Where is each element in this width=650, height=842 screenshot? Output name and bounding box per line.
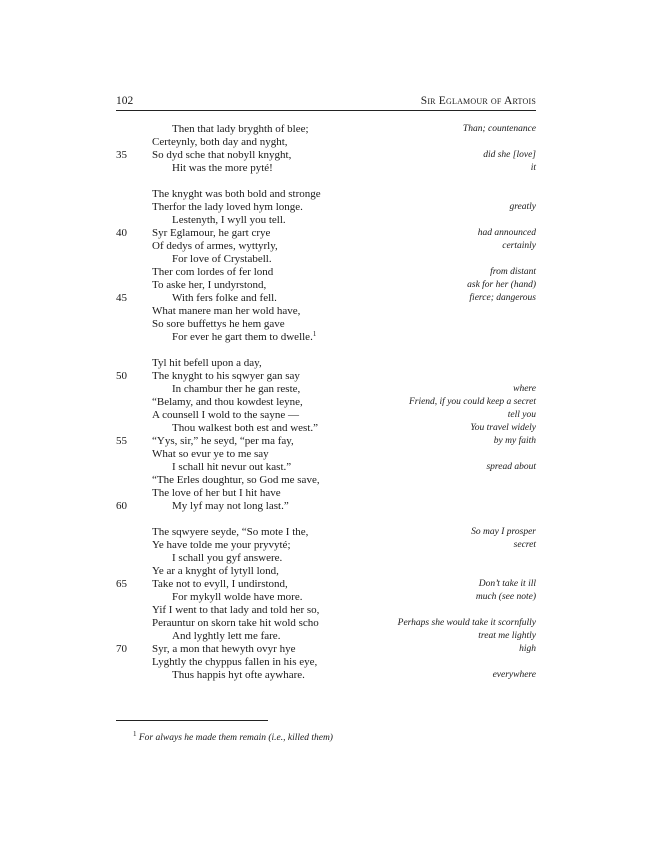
footnote-text: For always he made them remain (i.e., killed them) bbox=[138, 733, 333, 743]
gloss: Don’t take it ill bbox=[478, 579, 536, 589]
verse-line bbox=[116, 617, 536, 630]
gloss: had announced bbox=[477, 228, 536, 238]
verse-text bbox=[172, 123, 309, 136]
verse-text bbox=[152, 149, 291, 162]
verse-line bbox=[116, 305, 536, 318]
verse-text-content: I schall you gyf answere. bbox=[172, 552, 283, 564]
verse-line bbox=[116, 201, 536, 214]
verse-text-content: For mykyll wolde have more. bbox=[172, 591, 303, 603]
verse-text bbox=[152, 279, 266, 292]
verse-text bbox=[152, 448, 269, 461]
verse-line bbox=[116, 279, 536, 292]
gloss: treat me lightly bbox=[478, 631, 536, 641]
verse-line bbox=[116, 448, 536, 461]
verse-line bbox=[116, 123, 536, 136]
gloss: Perhaps she would take it scornfully bbox=[397, 618, 536, 628]
verse-text-content: What manere man her wold have, bbox=[152, 305, 301, 317]
verse-line bbox=[116, 136, 536, 149]
verse-text-content: Syr, a mon that hewyth ovyr hye bbox=[152, 643, 296, 655]
line-number: 50 bbox=[116, 370, 127, 382]
verse-text bbox=[152, 136, 288, 149]
verse-text-content: In chambur ther he gan reste, bbox=[172, 383, 301, 395]
verse-text-content: Certeynly, both day and nyght, bbox=[152, 136, 288, 148]
verse-line bbox=[116, 474, 536, 487]
verse-text bbox=[172, 552, 282, 565]
page-number: 102 bbox=[116, 95, 134, 107]
verse-text-content: Ye ar a knyght of lytyll lond, bbox=[152, 565, 279, 577]
verse-text-content: Ye have tolde me your pryvyté; bbox=[152, 539, 291, 551]
verse-text bbox=[152, 357, 262, 370]
verse-line bbox=[116, 604, 536, 617]
verse-text-content: Of dedys of armes, wyttyrly, bbox=[152, 240, 278, 252]
verse-text-content: The sqwyere seyde, “So mote I the, bbox=[152, 526, 309, 538]
verse-line bbox=[116, 292, 536, 305]
running-title: Sir Eglamour of Artois bbox=[420, 95, 536, 107]
gloss: where bbox=[513, 384, 536, 394]
verse-text-content: With fers folke and fell. bbox=[172, 292, 277, 304]
verse-text bbox=[172, 461, 291, 474]
verse-text-content: I schall hit nevur out kast.” bbox=[172, 461, 292, 473]
verse-line bbox=[116, 552, 536, 565]
verse-text bbox=[152, 188, 321, 201]
verse-text bbox=[172, 383, 300, 396]
verse-text bbox=[152, 227, 270, 240]
verse-line bbox=[116, 357, 536, 370]
gloss: everywhere bbox=[492, 670, 536, 680]
verse-text-content: Tyl hit befell upon a day, bbox=[152, 357, 262, 369]
gloss: So may I prosper bbox=[471, 527, 536, 537]
verse-line bbox=[116, 500, 536, 513]
verse-line bbox=[116, 162, 536, 175]
verse-line bbox=[116, 396, 536, 409]
verse-text-content: Ther com lordes of fer lond bbox=[152, 266, 274, 278]
footnote-rule bbox=[116, 720, 268, 721]
verse-text-content: So dyd sche that nobyll knyght, bbox=[152, 149, 292, 161]
gloss: ask for her (hand) bbox=[467, 280, 536, 290]
verse-text bbox=[172, 591, 302, 604]
gloss: Friend, if you could keep a secret bbox=[408, 397, 536, 407]
verse-line bbox=[116, 188, 536, 201]
verse-text-content: “Yys, sir,” he seyd, “per ma fay, bbox=[152, 435, 294, 447]
verse-text bbox=[152, 435, 294, 448]
verse-text-content: A counsell I wold to the sayne — bbox=[152, 409, 299, 421]
footnote-marker: 1 bbox=[133, 730, 137, 738]
verse-line bbox=[116, 149, 536, 162]
verse-line bbox=[116, 266, 536, 279]
gloss: greatly bbox=[509, 202, 536, 212]
gloss: fierce; dangerous bbox=[469, 293, 536, 303]
verse-text-content: Lyghtly the chyppus fallen in his eye, bbox=[152, 656, 318, 668]
line-number: 65 bbox=[116, 578, 127, 590]
verse-line bbox=[116, 435, 536, 448]
verse-text-content: Yif I went to that lady and told her so, bbox=[152, 604, 320, 616]
verse-text bbox=[172, 630, 280, 643]
gloss: secret bbox=[513, 540, 536, 550]
verse-line bbox=[116, 578, 536, 591]
verse-text bbox=[152, 370, 300, 383]
stanza-break bbox=[116, 344, 536, 357]
verse-line bbox=[116, 656, 536, 669]
verse-text-content: And lyghtly lett me fare. bbox=[172, 630, 281, 642]
line-number: 35 bbox=[116, 149, 127, 161]
verse-text-content: What so evur ye to me say bbox=[152, 448, 269, 460]
verse-line bbox=[116, 331, 536, 344]
verse-text bbox=[152, 526, 308, 539]
verse-line bbox=[116, 539, 536, 552]
verse-text-content: So sore buffettys he hem gave bbox=[152, 318, 285, 330]
line-number: 60 bbox=[116, 500, 127, 512]
gloss: Than; countenance bbox=[462, 124, 536, 134]
verse-line bbox=[116, 630, 536, 643]
verse-line bbox=[116, 591, 536, 604]
verse-text bbox=[152, 201, 303, 214]
gloss: it bbox=[530, 163, 536, 173]
poem-body bbox=[116, 123, 536, 682]
gloss: You travel widely bbox=[470, 423, 536, 433]
verse-line bbox=[116, 422, 536, 435]
verse-text bbox=[172, 253, 272, 266]
verse-text bbox=[172, 162, 273, 175]
verse-text-content: Therfor the lady loved hym longe. bbox=[152, 201, 303, 213]
line-number: 70 bbox=[116, 643, 127, 655]
verse-text bbox=[152, 656, 317, 669]
verse-text-content: Thou walkest both est and west.” bbox=[172, 422, 319, 434]
verse-text bbox=[152, 409, 299, 422]
verse-text bbox=[152, 266, 273, 279]
verse-text-content: “The Erles doughtur, so God me save, bbox=[152, 474, 320, 486]
verse-text bbox=[172, 331, 316, 344]
verse-text bbox=[152, 617, 319, 630]
verse-text bbox=[172, 214, 286, 227]
gloss: high bbox=[519, 644, 536, 654]
verse-text-content: Lestenyth, I wyll you tell. bbox=[172, 214, 286, 226]
verse-line bbox=[116, 487, 536, 500]
verse-text bbox=[152, 604, 319, 617]
verse-text-content: Syr Eglamour, he gart crye bbox=[152, 227, 271, 239]
gloss: did she [love] bbox=[483, 150, 536, 160]
gloss: by my faith bbox=[493, 436, 536, 446]
gloss: tell you bbox=[507, 410, 536, 420]
verse-text-content: Perauntur on skorn take hit wold scho bbox=[152, 617, 319, 629]
verse-text bbox=[152, 318, 285, 331]
verse-line bbox=[116, 370, 536, 383]
verse-line bbox=[116, 461, 536, 474]
verse-text-content: Then that lady bryghth of blee; bbox=[172, 123, 309, 135]
verse-text bbox=[152, 539, 291, 552]
verse-line bbox=[116, 214, 536, 227]
verse-text bbox=[152, 474, 320, 487]
verse-line bbox=[116, 526, 536, 539]
verse-text-content: Hit was the more pyté! bbox=[172, 162, 273, 174]
verse-text bbox=[152, 578, 288, 591]
verse-text bbox=[152, 487, 281, 500]
verse-text-content: “Belamy, and thou kowdest leyne, bbox=[152, 396, 303, 408]
verse-text-content: The love of her but I hit have bbox=[152, 487, 281, 499]
verse-line bbox=[116, 409, 536, 422]
verse-text bbox=[152, 305, 300, 318]
gloss: certainly bbox=[502, 241, 536, 251]
verse-text-content: Take not to evyll, I undirstond, bbox=[152, 578, 288, 590]
gloss: spread about bbox=[486, 462, 536, 472]
gloss: much (see note) bbox=[475, 592, 536, 602]
verse-text bbox=[152, 240, 278, 253]
verse-text-content: For love of Crystabell. bbox=[172, 253, 272, 265]
verse-text-content: Thus happis hyt ofte aywhare. bbox=[172, 669, 305, 681]
verse-text bbox=[152, 396, 303, 409]
verse-text bbox=[172, 422, 318, 435]
stanza-break bbox=[116, 513, 536, 526]
header-rule bbox=[116, 110, 536, 111]
footnote bbox=[133, 730, 333, 743]
verse-line bbox=[116, 669, 536, 682]
verse-text bbox=[172, 500, 289, 513]
verse-text bbox=[172, 669, 305, 682]
verse-line bbox=[116, 253, 536, 266]
verse-text bbox=[152, 565, 279, 578]
verse-text-content: For ever he gart them to dwelle. bbox=[172, 331, 313, 343]
verse-text bbox=[152, 643, 295, 656]
gloss: from distant bbox=[490, 267, 536, 277]
line-number: 45 bbox=[116, 292, 127, 304]
verse-line bbox=[116, 318, 536, 331]
verse-text-content: To aske her, I undyrstond, bbox=[152, 279, 267, 291]
verse-text bbox=[172, 292, 277, 305]
footnote-ref: 1 bbox=[312, 330, 317, 338]
verse-line bbox=[116, 240, 536, 253]
verse-text-content: The knyght to his sqwyer gan say bbox=[152, 370, 300, 382]
verse-line bbox=[116, 565, 536, 578]
verse-text-content: My lyf may not long last.” bbox=[172, 500, 289, 512]
line-number: 55 bbox=[116, 435, 127, 447]
line-number: 40 bbox=[116, 227, 127, 239]
verse-line bbox=[116, 227, 536, 240]
verse-text-content: The knyght was both bold and stronge bbox=[152, 188, 321, 200]
verse-line bbox=[116, 383, 536, 396]
stanza-break bbox=[116, 175, 536, 188]
running-header bbox=[116, 95, 536, 109]
verse-line bbox=[116, 643, 536, 656]
